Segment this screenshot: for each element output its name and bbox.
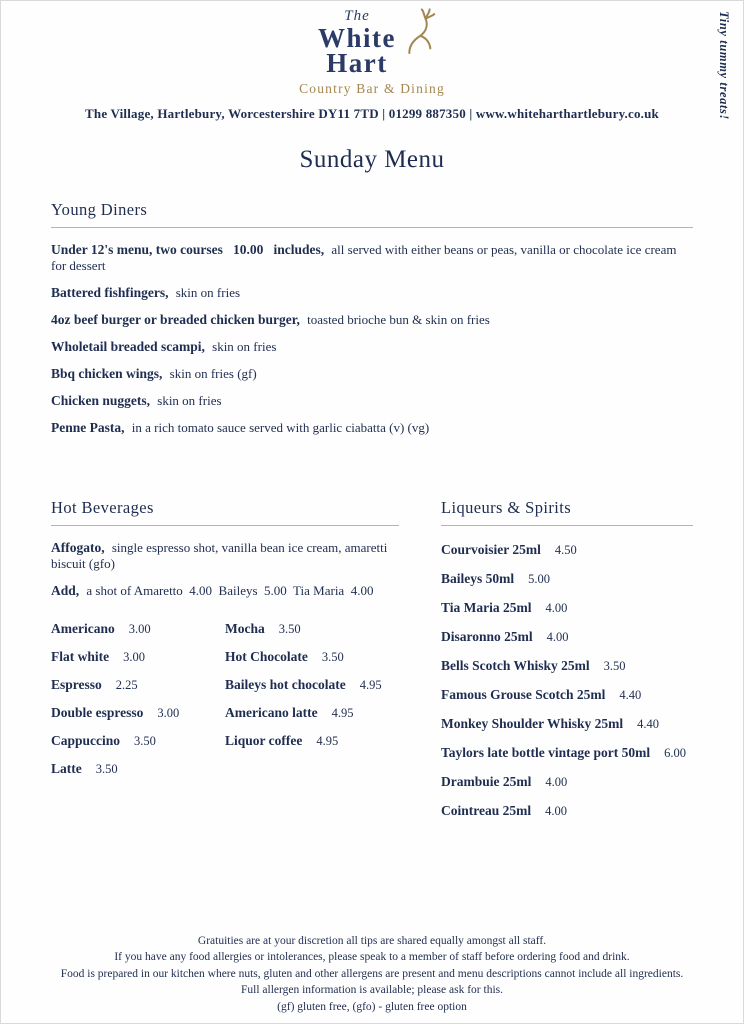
menu-item-name: Battered fishfingers, <box>51 285 169 300</box>
footer <box>1 933 743 1016</box>
menu-item-desc: all served with either beans or peas, vanilla or chocolate ice cream for dessert <box>51 242 677 273</box>
menu-item <box>51 339 693 355</box>
drink-row <box>441 541 693 559</box>
menu-item-name: Affogato, <box>51 540 105 555</box>
drink-row <box>225 732 399 750</box>
drink-name: Baileys 50ml <box>441 571 515 586</box>
drink-name: Famous Grouse Scotch 25ml <box>441 687 606 702</box>
drink-row <box>51 620 225 638</box>
hart-deer-icon <box>400 7 442 57</box>
liqueurs-heading: Liqueurs & Spirits <box>441 498 693 526</box>
menu-item-desc: in a rich tomato sauce served with garlic ciabatta (v) (vg) <box>131 420 430 435</box>
drink-row <box>225 704 399 722</box>
hot-beverages-intro <box>51 540 399 599</box>
menu-item-name: Add, <box>51 583 80 598</box>
drink-row <box>225 676 399 694</box>
hot-beverages-section <box>51 498 399 831</box>
menu-content <box>1 200 743 831</box>
drink-price: 3.50 <box>134 734 156 748</box>
page-title: Sunday Menu <box>299 146 445 173</box>
hot-beverages-heading: Hot Beverages <box>51 498 399 526</box>
footer-line: Food is prepared in our kitchen where nuts, gluten and other allergens are present and menu descriptions cannot include all ingredients. <box>60 967 684 980</box>
menu-item-desc: skin on fries <box>157 393 222 408</box>
drink-name: Taylors late bottle vintage port 50ml <box>441 745 651 760</box>
drink-price: 3.50 <box>278 622 301 636</box>
drink-price: 3.50 <box>95 762 118 776</box>
young-diners-section <box>51 200 693 436</box>
logo-tagline: Country Bar & Dining <box>299 81 445 96</box>
young-diners-heading: Young Diners <box>51 200 693 228</box>
drink-price: 4.95 <box>359 678 382 692</box>
drink-row <box>225 620 399 638</box>
menu-item-desc: skin on fries <box>175 285 241 300</box>
drink-price: 4.00 <box>545 775 568 789</box>
footer-line: (gf) gluten free, (gfo) - gluten free option <box>277 1000 467 1013</box>
drink-name: Hot Chocolate <box>225 649 308 664</box>
menu-item <box>51 285 693 301</box>
drink-price: 4.50 <box>554 543 577 557</box>
drink-name: Cointreau 25ml <box>441 803 532 818</box>
lower-columns <box>51 498 693 831</box>
drink-row <box>51 676 225 694</box>
drink-row <box>441 628 693 646</box>
menu-item <box>51 312 693 328</box>
footer-line: Full allergen information is available; please ask for this. <box>241 984 503 996</box>
liqueurs-list <box>441 541 693 820</box>
young-diners-list <box>51 242 693 436</box>
drink-price: 4.00 <box>545 601 568 615</box>
menu-item-desc: toasted brioche bun & skin on fries <box>307 312 490 327</box>
menu-item-desc: skin on fries <box>212 339 277 354</box>
drink-price: 4.40 <box>619 688 642 702</box>
menu-item-desc: single espresso shot, vanilla bean ice cream, amaretti biscuit (gfo) <box>51 540 388 571</box>
drink-row <box>441 744 693 762</box>
drink-price: 3.50 <box>603 659 626 673</box>
menu-item-name: Wholetail breaded scampi, <box>51 339 205 354</box>
drink-name: Espresso <box>51 677 102 692</box>
drink-name: Cappuccino <box>51 733 121 748</box>
drink-row <box>51 704 225 722</box>
drink-price: 3.00 <box>157 706 180 720</box>
header <box>1 1 743 174</box>
footer-line: If you have any food allergies or intolerances, please speak to a member of staff before ordering food and drink. <box>114 951 630 963</box>
menu-item <box>51 583 399 599</box>
drink-price: 5.00 <box>528 572 550 586</box>
side-note: Tiny tummy treats! <box>717 11 731 120</box>
drink-row <box>51 732 225 750</box>
menu-item <box>51 242 693 274</box>
drink-price: 4.95 <box>316 734 339 748</box>
drink-row <box>441 802 693 820</box>
drink-row <box>51 760 225 778</box>
logo-word-hart: Hart <box>326 48 388 78</box>
menu-item <box>51 366 693 382</box>
drink-row <box>441 715 693 733</box>
drink-row <box>51 648 225 666</box>
menu-item-desc: a shot of Amaretto 4.00 Baileys 5.00 Tia Maria 4.00 <box>86 583 374 598</box>
logo-word-the: The <box>344 8 370 24</box>
drink-row <box>441 570 693 588</box>
coffee-column-2 <box>225 610 399 788</box>
drink-name: Courvoisier 25ml <box>441 542 541 557</box>
drink-name: Americano <box>51 621 115 636</box>
coffee-grid <box>51 610 399 788</box>
menu-item <box>51 540 399 572</box>
drink-price: 3.50 <box>321 650 344 664</box>
drink-row <box>441 599 693 617</box>
drink-name: Tia Maria 25ml <box>441 600 532 615</box>
drink-name: Drambuie 25ml <box>441 774 532 789</box>
drink-price: 4.40 <box>637 717 660 731</box>
menu-item-name: Penne Pasta, <box>51 420 125 435</box>
liqueurs-section <box>441 498 693 831</box>
drink-name: Mocha <box>225 621 265 636</box>
menu-item-name: 4oz beef burger or breaded chicken burger, <box>51 312 300 327</box>
drink-name: Americano latte <box>225 705 318 720</box>
drink-name: Baileys hot chocolate <box>225 677 346 692</box>
drink-price: 3.00 <box>128 622 151 636</box>
drink-price: 6.00 <box>664 746 686 760</box>
logo <box>318 9 426 77</box>
drink-price: 4.95 <box>331 706 354 720</box>
logo-word-white: White <box>318 23 396 53</box>
drink-price: 3.00 <box>123 650 145 664</box>
drink-price: 4.00 <box>545 804 567 818</box>
drink-row <box>441 773 693 791</box>
drink-row <box>441 657 693 675</box>
menu-item-desc: skin on fries (gf) <box>169 366 257 381</box>
drink-price: 2.25 <box>115 678 138 692</box>
contact-line: The Village, Hartlebury, Worcestershire DY11 7TD | 01299 887350 | www.whiteharthartlebury.co.uk <box>85 106 659 121</box>
drink-name: Flat white <box>51 649 110 664</box>
drink-name: Liquor coffee <box>225 733 303 748</box>
menu-item-name: Under 12's menu, two courses 10.00 includes, <box>51 242 325 257</box>
footer-line: Gratuities are at your discretion all tips are shared equally amongst all staff. <box>197 934 547 947</box>
drink-name: Bells Scotch Whisky 25ml <box>441 658 590 673</box>
drink-name: Disaronno 25ml <box>441 629 533 644</box>
menu-item-name: Chicken nuggets, <box>51 393 151 408</box>
drink-price: 4.00 <box>546 630 569 644</box>
menu-item-name: Bbq chicken wings, <box>51 366 163 381</box>
drink-name: Double espresso <box>51 705 144 720</box>
drink-row <box>441 686 693 704</box>
coffee-column-1 <box>51 610 225 788</box>
menu-item <box>51 393 693 409</box>
menu-item <box>51 420 693 436</box>
drink-row <box>225 648 399 666</box>
drink-name: Latte <box>51 761 82 776</box>
drink-name: Monkey Shoulder Whisky 25ml <box>441 716 624 731</box>
logo-wordmark <box>318 9 396 77</box>
